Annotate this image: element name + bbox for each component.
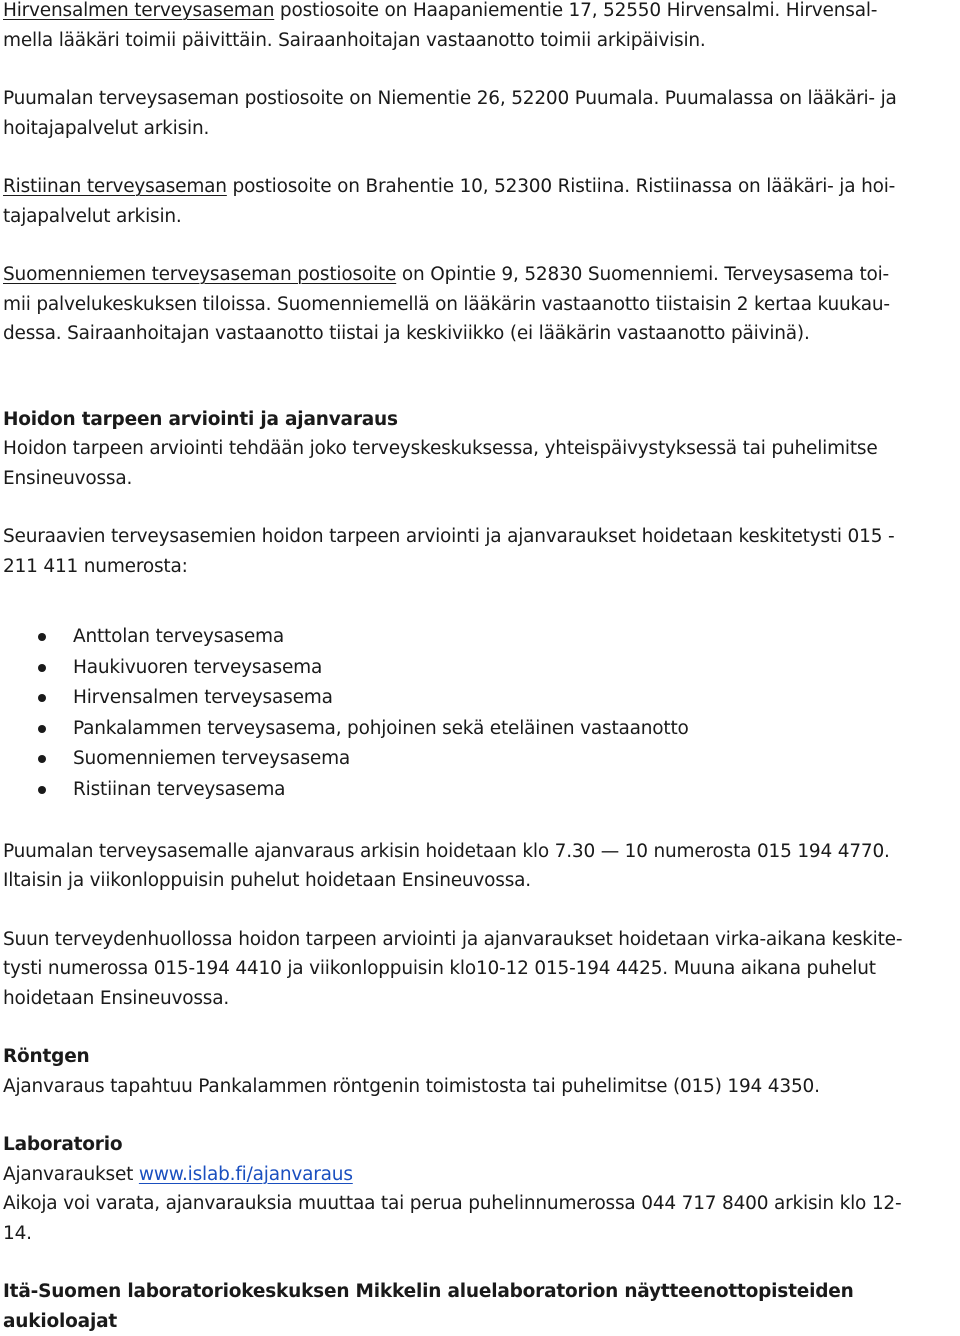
ristiina-paragraph — [3, 172, 953, 231]
station-name: Pankalammen terveysasema, pohjoinen sekä eteläinen vastaanotto — [73, 717, 689, 739]
list-item — [3, 744, 953, 775]
rontgen-section — [3, 1042, 953, 1101]
list-item — [3, 653, 953, 684]
station-name: Hirvensalmen terveysasema — [73, 687, 333, 709]
assessment-line1: Hoidon tarpeen arviointi tehdään joko terveyskeskuksessa, yhteispäivystyksessä tai puhelimitse — [3, 438, 878, 459]
laboratory-heading: Laboratorio — [3, 1134, 123, 1156]
suomenniemi-link[interactable]: Suomenniemen terveysaseman postiosoite — [3, 264, 397, 285]
list-item — [3, 714, 953, 745]
bullet-icon — [38, 664, 46, 672]
footer-section — [3, 1277, 953, 1336]
station-name: Ristiinan terveysasema — [73, 778, 286, 800]
bullet-icon — [38, 633, 46, 641]
assessment-section — [3, 405, 953, 494]
rontgen-heading: Röntgen — [3, 1046, 90, 1068]
central-line2: 211 411 numerosta: — [3, 555, 188, 577]
puumala-booking-paragraph — [3, 837, 953, 896]
hirvensalmi-link[interactable]: Hirvensalmen terveysaseman — [3, 0, 275, 21]
list-item — [3, 683, 953, 714]
puumala-paragraph — [3, 84, 953, 143]
list-item — [3, 775, 953, 806]
puumala-booking-line2: Iltaisin ja viikonloppuisin puhelut hoidetaan Ensineuvossa. — [3, 870, 531, 892]
dental-line2: tysti numerossa 015-194 4410 ja viikonloppuisin klo10-12 015-194 4425. Muuna aikana puhelut — [3, 958, 876, 980]
bullet-icon — [38, 755, 46, 763]
suomenniemi-line2: mii palvelukeskuksen tiloissa. Suomenniemellä on lääkärin vastaanotto tiistaisin 2 kertaa kuukau- — [3, 293, 890, 315]
hirvensalmi-paragraph — [3, 0, 953, 55]
laboratory-prefix: Ajanvaraukset — [3, 1163, 139, 1185]
central-line1: Seuraavien terveysasemien hoidon tarpeen arviointi ja ajanvaraukset hoidetaan keskitetysti 015 - — [3, 526, 895, 547]
laboratory-line2: Aikoja voi varata, ajanvarauksia muuttaa tai perua puhelinnumerossa 044 717 8400 arkisin klo 12- — [3, 1193, 902, 1215]
hirvensalmi-line1: postiosoite on Haapaniementie 17, 52550 Hirvensalmi. Hirvensal- — [274, 0, 878, 21]
central-booking-paragraph — [3, 522, 953, 581]
document-page — [3, 0, 953, 1336]
puumala-line1: Puumalan terveysaseman postiosoite on Niementie 26, 52200 Puumala. Puumalassa on lääkäri- ja — [3, 88, 897, 109]
ristiina-line2: tajapalvelut arkisin. — [3, 205, 182, 227]
list-item — [3, 622, 953, 653]
footer-heading: Itä-Suomen laboratoriokeskuksen Mikkelin aluelaboratorion näytteenottopisteiden aukioloajat — [3, 1281, 854, 1332]
puumala-booking-line1: Puumalan terveysasemalle ajanvaraus arkisin hoidetaan klo 7.30 — 10 numerosta 015 194 4770. — [3, 840, 890, 862]
rontgen-text: Ajanvaraus tapahtuu Pankalammen röntgenin toimistosta tai puhelimitse (015) 194 4350. — [3, 1075, 820, 1097]
suomenniemi-line3: dessa. Sairaanhoitajan vastaanotto tiistai ja keskiviikko (ei lääkärin vastaanotto päivinä). — [3, 323, 810, 344]
bullet-icon — [38, 786, 46, 794]
laboratory-section — [3, 1130, 953, 1248]
bullet-icon — [38, 725, 46, 733]
dental-line1: Suun terveydenhuollossa hoidon tarpeen arviointi ja ajanvaraukset hoidetaan virka-aikana keskite- — [3, 928, 903, 950]
ristiina-line1: postiosoite on Brahentie 10, 52300 Ristiina. Ristiinassa on lääkäri- ja hoi- — [226, 176, 896, 197]
puumala-line2: hoitajapalvelut arkisin. — [3, 117, 210, 139]
station-name: Anttolan terveysasema — [73, 626, 284, 647]
station-name: Haukivuoren terveysasema — [73, 656, 323, 678]
dental-line3: hoidetaan Ensineuvossa. — [3, 987, 230, 1009]
station-name: Suomenniemen terveysasema — [73, 748, 351, 770]
hirvensalmi-line2: mella lääkäri toimii päivittäin. Sairaanhoitajan vastaanotto toimii arkipäivisin. — [3, 29, 706, 51]
laboratory-booking-link[interactable]: www.islab.fi/ajanvaraus — [138, 1163, 353, 1185]
bullet-icon — [38, 694, 46, 702]
ristiina-link[interactable]: Ristiinan terveysaseman — [3, 176, 227, 197]
assessment-heading: Hoidon tarpeen arviointi ja ajanvaraus — [3, 408, 398, 430]
dental-paragraph — [3, 925, 953, 1014]
laboratory-line3: 14. — [3, 1222, 32, 1244]
assessment-line2: Ensineuvossa. — [3, 467, 133, 489]
station-list — [3, 622, 953, 806]
suomenniemi-line1: on Opintie 9, 52830 Suomenniemi. Terveysasema toi- — [396, 264, 890, 285]
suomenniemi-paragraph — [3, 260, 953, 349]
